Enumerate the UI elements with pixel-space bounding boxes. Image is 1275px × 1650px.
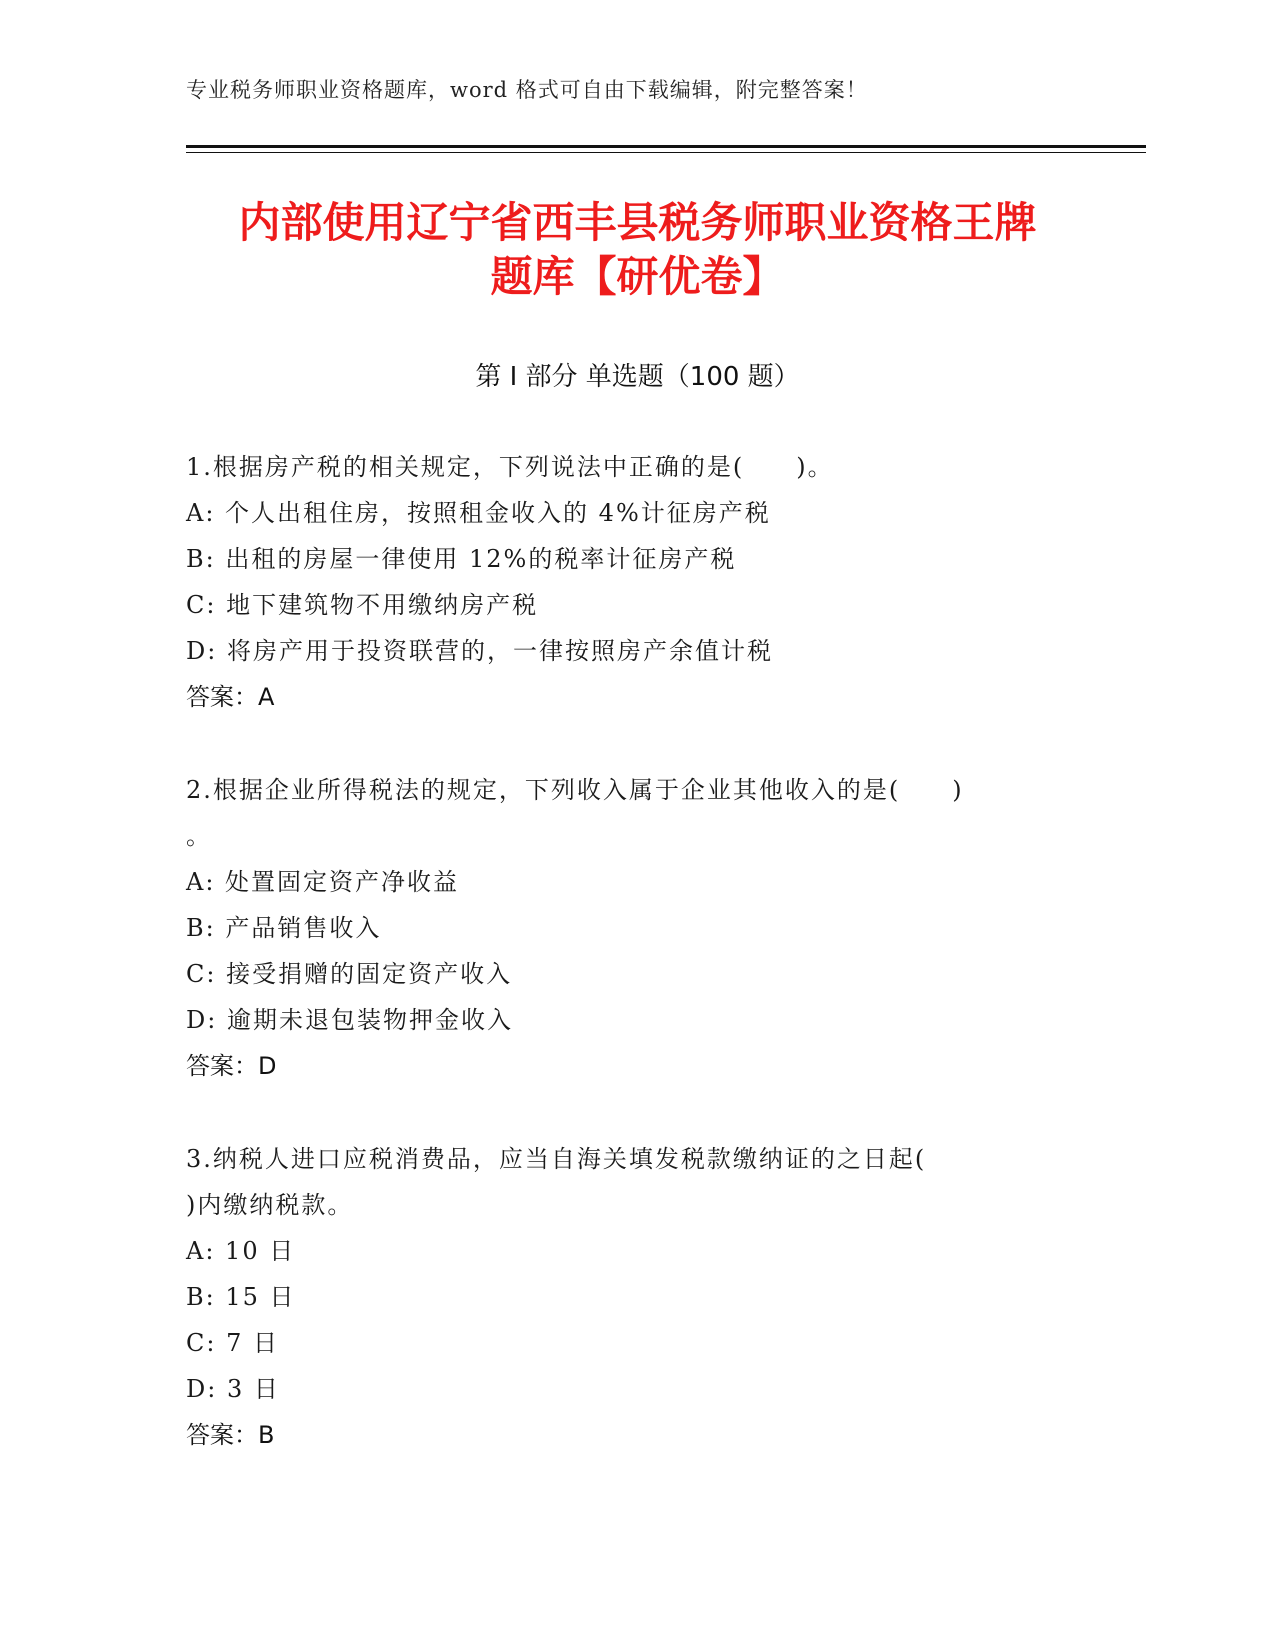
- question-stem-continued: 。: [186, 822, 212, 850]
- question-stem: 1.根据房产税的相关规定，下列说法中正确的是( )。: [186, 453, 834, 481]
- question-list: [186, 444, 1066, 1505]
- header-divider-thick: [186, 145, 1146, 148]
- option-b: B: 产品销售收入: [186, 914, 382, 942]
- document-title-line-2: 题库【研优卷】: [490, 252, 785, 301]
- answer: 答案：D: [186, 1052, 277, 1080]
- header-divider-thin: [186, 152, 1146, 153]
- answer: 答案：B: [186, 1421, 275, 1449]
- header-note: 专业税务师职业资格题库，word 格式可自由下载编辑，附完整答案！: [186, 78, 868, 102]
- answer: 答案：A: [186, 683, 275, 711]
- option-b: B: 出租的房屋一律使用 12%的税率计征房产税: [186, 545, 737, 573]
- section-title: 第 I 部分 单选题（100 题）: [475, 362, 800, 392]
- question-1: [186, 444, 1066, 720]
- question-stem: 3.纳税人进口应税消费品，应当自海关填发税款缴纳证的之日起(: [186, 1145, 927, 1173]
- option-a: A: 处置固定资产净收益: [186, 868, 460, 896]
- option-d: D: 3 日: [186, 1375, 280, 1403]
- option-c: C: 地下建筑物不用缴纳房产税: [186, 591, 539, 619]
- option-d: D: 将房产用于投资联营的，一律按照房产余值计税: [186, 637, 773, 665]
- question-stem: 2.根据企业所得税法的规定，下列收入属于企业其他收入的是( ): [186, 776, 964, 804]
- question-2: [186, 767, 1066, 1089]
- option-d: D: 逾期未退包装物押金收入: [186, 1006, 513, 1034]
- option-a: A: 个人出租住房，按照租金收入的 4%计征房产税: [186, 499, 771, 527]
- document-title: [160, 196, 1115, 304]
- question-3: [186, 1136, 1066, 1458]
- question-stem-continued: )内缴纳税款。: [186, 1191, 354, 1219]
- option-c: C: 7 日: [186, 1329, 279, 1357]
- option-b: B: 15 日: [186, 1283, 296, 1311]
- option-a: A: 10 日: [186, 1237, 296, 1265]
- option-c: C: 接受捐赠的固定资产收入: [186, 960, 513, 988]
- document-title-line-1: 内部使用辽宁省西丰县税务师职业资格王牌: [238, 198, 1037, 247]
